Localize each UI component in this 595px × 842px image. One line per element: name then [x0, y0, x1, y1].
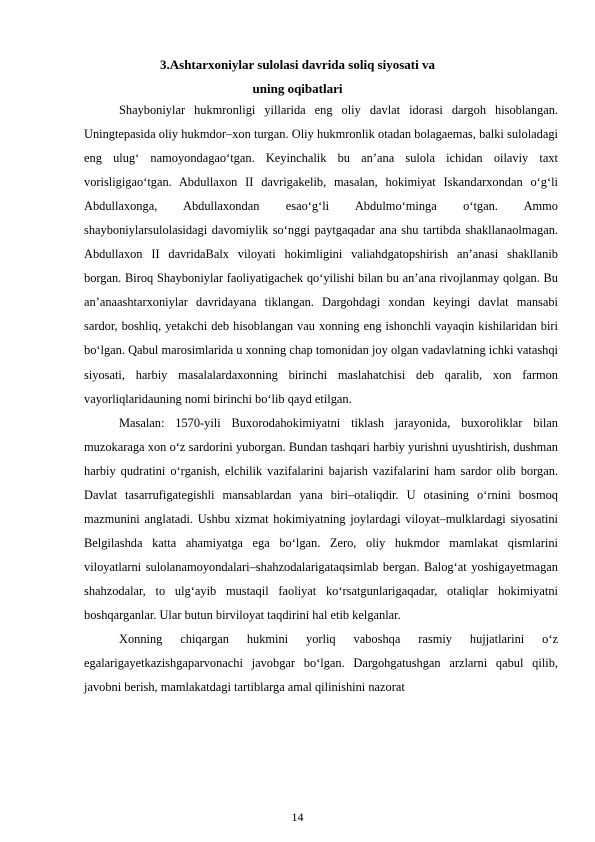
paragraph: Masalan: 1570-yili Buxorodahokimiyatni tiklash jarayonida, buxoroliklar bilan muzokaraga xon o‘z sardorini yuborgan. Bundan tashqari harbiy yurishni uyushtirish, dushman harbiy qudratini o‘rganish, elchilik vazifalarini bajarish vazifalarini ham sardor olib borgan. Davlat tasarrufigategishli mansablardan yana biri–otaliqdir. U otasining o‘rnini bosmoq mazmunini anglatadi. Ushbu xizmat hokimiyatning joylardagi viloyat–mulklardagi siyosatini Belgilashda katta ahamiyatga ega bo‘lgan. Zero, oliy hukmdor mamlakat qismlarini viloyatlarni sulolanamoyondalari–shahzodalarigataqsimlab bergan. Balog‘at yoshigayetmagan shahzodalar, to ulg‘ayib mustaqil faoliyat ko‘rsatgunlarigaqadar, otaliqlar hokimiyatni boshqarganlar. Ular butun birviloyat taqdirini hal etib kelganlar.	[84, 415, 558, 622]
body-text	[84, 98, 558, 699]
section-title-continued: uning oqibatlari	[252, 81, 343, 96]
paragraph: Shayboniylar hukmronligi yillarida eng oliy davlat idorasi dargoh hisoblangan. Uningtepasida oliy hukmdor–xon turgan. Oliy hukmronlik otadan bolagaemas, balki suloladagi eng ulug‘ namoyondagao‘tgan. Keyinchalik bu an’ana sulola ichidan oilaviy taxt vorisligigao‘tgan. Abdullaxon II davrigakelib, masalan, hokimiyat Iskandarxondan o‘g‘li Abdullaxonga, Abdullaxondan esao‘g‘li Abdulmo‘minga o‘tgan. Ammo shayboniylarsulolasidagi davomiylik so‘nggi paytgaqadar ana shu tartibda shakllanaolmagan. Abdullaxon II davridaBalx viloyati hokimligini valiahdgatopshirish an’anasi shakllanib borgan. Biroq Shayboniylar faoliyatigachek qo‘yilishi bilan bu an’ana rivojlanmay qolgan. Bu an’anaashtarxoniylar davridayana tiklangan. Dargohdagi xondan keyingi davlat mansabi sardor, boshliq, yetakchi deb hisoblangan vau xonning eng ishonchli vayaqin kishilaridan biri bo‘lgan. Qabul marosimlarida u xonning chap tomonidan joy olgan vadavlatning ichki vatashqi siyosati, harbiy masalalardaxonning birinchi maslahatchisi deb qaralib, xon farmon vayorliqlaridauning nomi birinchi bo‘lib qayd etilgan.	[84, 103, 558, 406]
paragraph: Xonning chiqargan hukmini yorliq vaboshqa rasmiy hujjatlarini o‘z egalarigayetkazishgaparvonachi javobgar bo‘lgan. Dargohgatushgan arzlarni qabul qilib, javobni berish, mamlakatdagi tartiblarga amal qilinishini nazorat	[84, 632, 558, 695]
section-title: 3.Ashtarxoniylar sulolasi davrida soliq siyosati va	[160, 57, 435, 72]
page-number: 14	[291, 810, 304, 824]
